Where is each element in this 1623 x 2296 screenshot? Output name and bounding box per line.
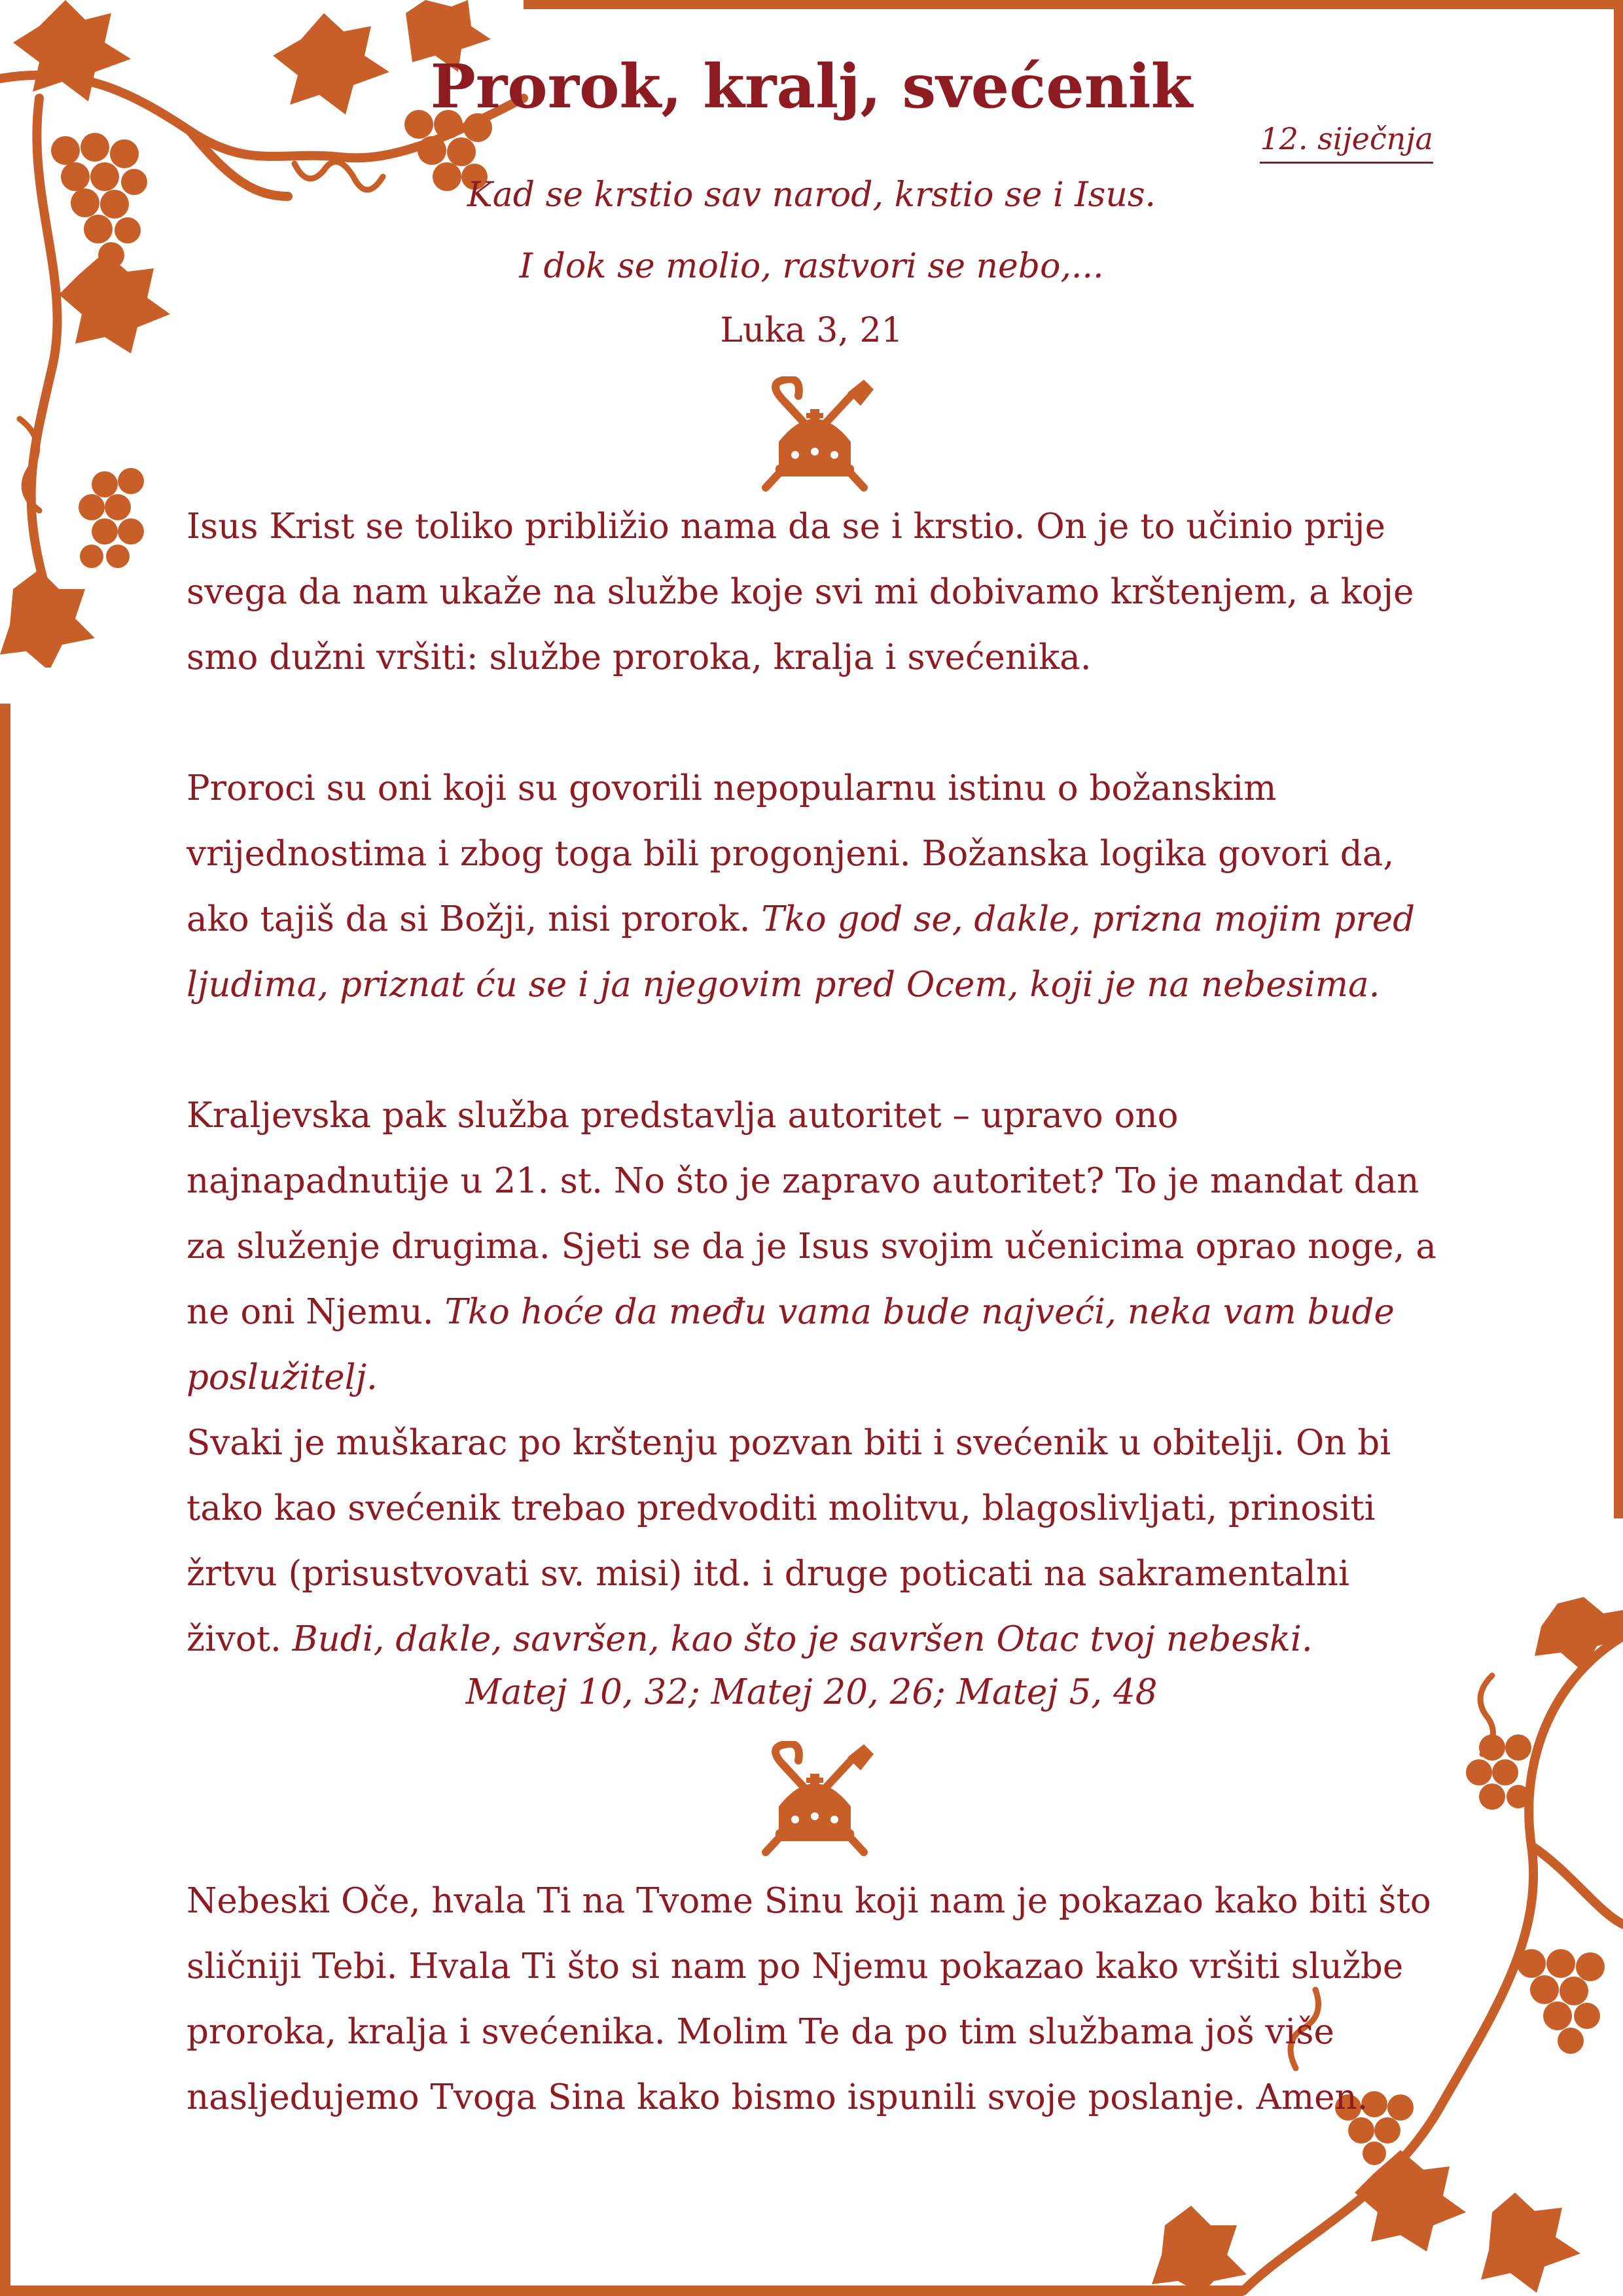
paragraph-3	[187, 1083, 1443, 1410]
paragraph-3-quote: Tko hoće da među vama bude najveći, neka vam bude poslužitelj.	[187, 1292, 1395, 1397]
closing-prayer-text: Nebeski Oče, hvala Ti na Tvome Sinu koji nam je pokazao kako biti što sličniji Tebi. Hvala Ti što si nam po Njemu pokazao kako vršiti službe proroka, kralja i svećenika. Molim Te da po tim službama još više nasljedujemo Tvoga Sina kako bismo ispunili svoje poslanje. Amen.	[187, 1881, 1431, 2117]
closing-prayer	[187, 1869, 1443, 2130]
paragraph-2-quote: Tko god se, dakle, prizna mojim pred ljudima, priznat ću se i ja njegovim pred Ocem, koji je na nebesima.	[187, 899, 1416, 1005]
opening-verse-line-2: I dok se molio, rastvori se nebo,...	[519, 247, 1104, 286]
frame-right-line	[1614, 0, 1623, 1518]
paragraph-1-text: Isus Krist se toliko približio nama da se i krstio. On je to učinio prije svega da nam ukaže na službe koje svi mi dobivamo krštenjem, a koje smo dužni vršiti: službe proroka, kralja i svećenika.	[187, 507, 1414, 677]
paragraph-4-text: Svaki je muškarac po krštenju pozvan biti i svećenik u obitelji. On bi tako kao svećenik trebao predvoditi molitvu, blagoslivljati, prinositi žrtvu (prisustvovati sv. misi) itd. i druge poticati na sakramentalni život.	[187, 1423, 1391, 1659]
frame-top-line	[524, 0, 1623, 9]
frame-bottom-line	[0, 2286, 1243, 2296]
bible-references: Matej 10, 32; Matej 20, 26; Matej 5, 48	[465, 1672, 1158, 1712]
date-label: 12. siječnja	[1260, 121, 1433, 164]
paragraph-3-text: Kraljevska pak služba predstavlja autoritet – upravo ono najnapadnutije u 21. st. No što je zapravo autoritet? To je mandat dan za služenje drugima. Sjeti se da je Isus svojim učenicima oprao noge, a ne oni Njemu.	[187, 1096, 1436, 1332]
crown-staff-sword-icon	[740, 1741, 890, 1862]
opening-verse-reference: Luka 3, 21	[720, 311, 903, 350]
frame-left-line	[0, 704, 10, 2296]
paragraph-4-quote: Budi, dakle, savršen, kao što je savršen Otac tvoj nebeski.	[292, 1619, 1313, 1659]
paragraph-4	[187, 1410, 1443, 1672]
opening-verse-line-1: Kad se krstio sav narod, krstio se i Isus.	[467, 175, 1156, 215]
paragraph-1	[187, 494, 1443, 691]
paragraph-2-text: Proroci su oni koji su govorili nepopularnu istinu o božanskim vrijednostima i zbog toga bili progonjeni. Božanska logika govori da, ako tajiš da si Božji, nisi prorok.	[187, 768, 1395, 939]
crown-staff-sword-icon	[740, 376, 890, 497]
paragraph-2	[187, 756, 1443, 1018]
page-title: Prorok, kralj, svećenik	[430, 51, 1193, 122]
